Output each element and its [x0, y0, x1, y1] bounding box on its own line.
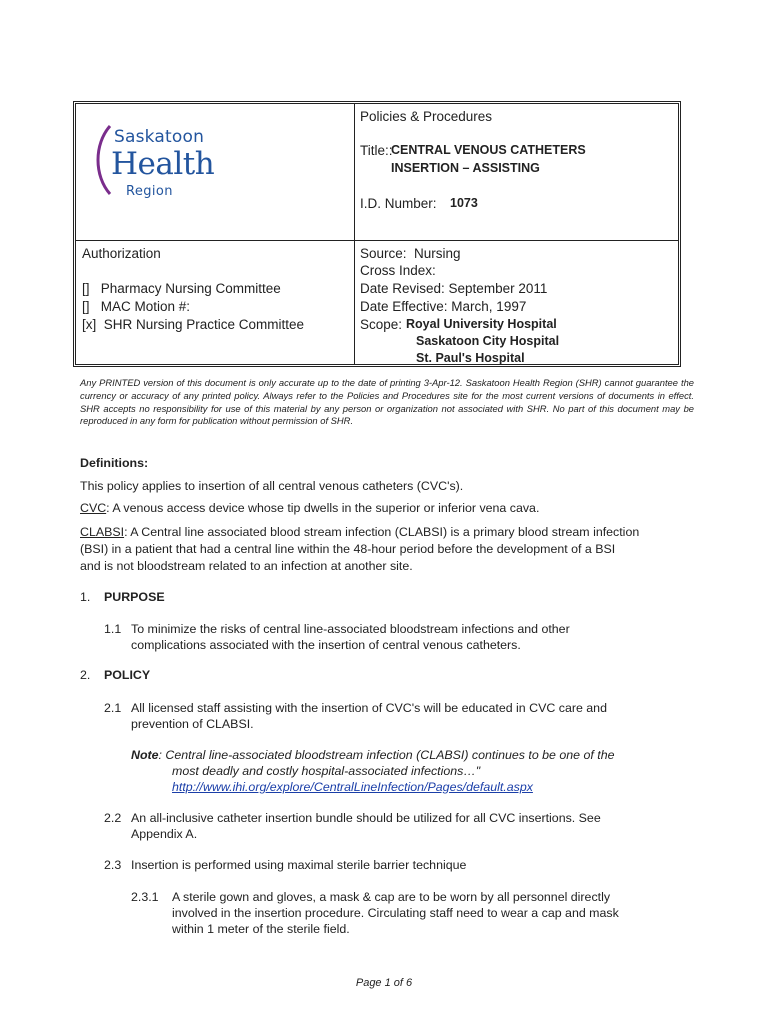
scope-site-3: St. Paul's Hospital	[416, 351, 525, 365]
policy-2-2-line-1: An all-inclusive catheter insertion bundle should be utilized for all CVC insertions. See	[131, 811, 601, 825]
auth-item-pharmacy: [] Pharmacy Nursing Committee	[82, 281, 281, 296]
policy-2-3-1-line-3: within 1 meter of the sterile field.	[172, 922, 350, 936]
saskatoon-health-region-logo	[92, 118, 215, 200]
auth-item-mac: [] MAC Motion #:	[82, 299, 191, 314]
policy-2-1-line-1: All licensed staff assisting with the insertion of CVC's will be educated in CVC care and	[131, 701, 607, 715]
title-label: Title::	[360, 143, 393, 158]
clabsi-definition-line-2: (BSI) in a patient that had a central line within the 48-hour period before the development of a BSI	[80, 542, 616, 556]
authorization-label: Authorization	[82, 246, 161, 261]
clabsi-term: CLABSI	[80, 525, 125, 539]
scope-label: Scope:	[360, 317, 403, 332]
policy-2-2-number: 2.2	[104, 811, 122, 825]
purpose-item-number: 1.1	[104, 622, 122, 636]
policy-2-3-1-line-1: A sterile gown and gloves, a mask & cap are to be worn by all personnel directly	[172, 890, 611, 904]
date-revised: Date Revised: September 2011	[360, 281, 548, 296]
cvc-definition-text: : A venous access device whose tip dwells in the superior or inferior vena cava.	[106, 501, 540, 515]
purpose-item-line-1: To minimize the risks of central line-associated bloodstream infections and other	[131, 622, 570, 636]
id-label: I.D. Number:	[360, 196, 437, 211]
clabsi-definition	[80, 524, 639, 540]
doc-type: Policies & Procedures	[360, 109, 493, 124]
policy-2-3-1-number: 2.3.1	[131, 890, 159, 904]
title-line-1: CENTRAL VENOUS CATHETERS	[391, 143, 586, 157]
policy-2-3-line-1: Insertion is performed using maximal sterile barrier technique	[131, 858, 467, 872]
note-label: Note	[131, 748, 159, 762]
policy-2-2-line-2: Appendix A.	[131, 827, 198, 841]
definitions-heading: Definitions:	[80, 456, 149, 470]
auth-item-nursing-practice: [x] SHR Nursing Practice Committee	[82, 317, 305, 332]
page-footer: Page 1 of 6	[355, 977, 413, 989]
table-divider-vertical	[354, 104, 355, 364]
logo-line-2: Health	[111, 146, 215, 182]
cvc-term: CVC	[80, 501, 107, 515]
policy-heading: POLICY	[104, 668, 151, 682]
purpose-number: 1.	[80, 590, 91, 604]
purpose-item-line-2: complications associated with the insertion of central venous catheters.	[131, 638, 521, 652]
policy-2-3-number: 2.3	[104, 858, 122, 872]
logo-line-1: Saskatoon	[114, 127, 205, 147]
note-text-1: : Central line-associated bloodstream infection (CLABSI) continues to be one of the	[158, 748, 615, 762]
logo-line-3: Region	[126, 184, 173, 199]
policy-2-1-line-2: prevention of CLABSI.	[131, 717, 254, 731]
note-line-2: most deadly and costly hospital-associated infections…"	[172, 764, 481, 778]
scope-site-1: Royal University Hospital	[406, 317, 557, 331]
scope-site-2: Saskatoon City Hospital	[416, 334, 560, 348]
policy-number: 2.	[80, 668, 91, 682]
note-line-1	[131, 747, 615, 763]
clabsi-definition-line-1: : A Central line associated blood stream infection (CLABSI) is a primary blood stream infection	[124, 525, 640, 539]
clabsi-definition-line-3: and is not bloodstream related to an infection at another site.	[80, 559, 413, 573]
title-line-2: INSERTION – ASSISTING	[391, 161, 540, 175]
disclaimer: Any PRINTED version of this document is only accurate up to the date of printing 3-Apr-12. Saskatoon Health Region (SHR) cannot guarantee the currency or accuracy of any printed policy. Always refer to the Policies and Procedures site for the most current versions of documents in effect. SHR accepts no responsibility for use of this material by any person or organization not associated with SHR. No part of this document may be reproduced in any form for publication without permission of SHR.	[80, 377, 694, 427]
source: Source: Nursing	[360, 246, 461, 261]
definitions-intro: This policy applies to insertion of all central venous catheters (CVC's).	[80, 479, 464, 493]
id-value: 1073	[450, 196, 478, 210]
header-table	[73, 101, 681, 367]
table-divider-horizontal	[76, 240, 678, 241]
purpose-heading: PURPOSE	[104, 590, 165, 604]
note-link[interactable]: http://www.ihi.org/explore/CentralLineInfection/Pages/default.aspx	[172, 780, 533, 794]
cvc-definition	[80, 500, 539, 516]
cross-index: Cross Index:	[360, 263, 436, 278]
policy-2-3-1-line-2: involved in the insertion procedure. Circulating staff need to wear a cap and mask	[172, 906, 619, 920]
date-effective: Date Effective: March, 1997	[360, 299, 527, 314]
policy-2-1-number: 2.1	[104, 701, 122, 715]
